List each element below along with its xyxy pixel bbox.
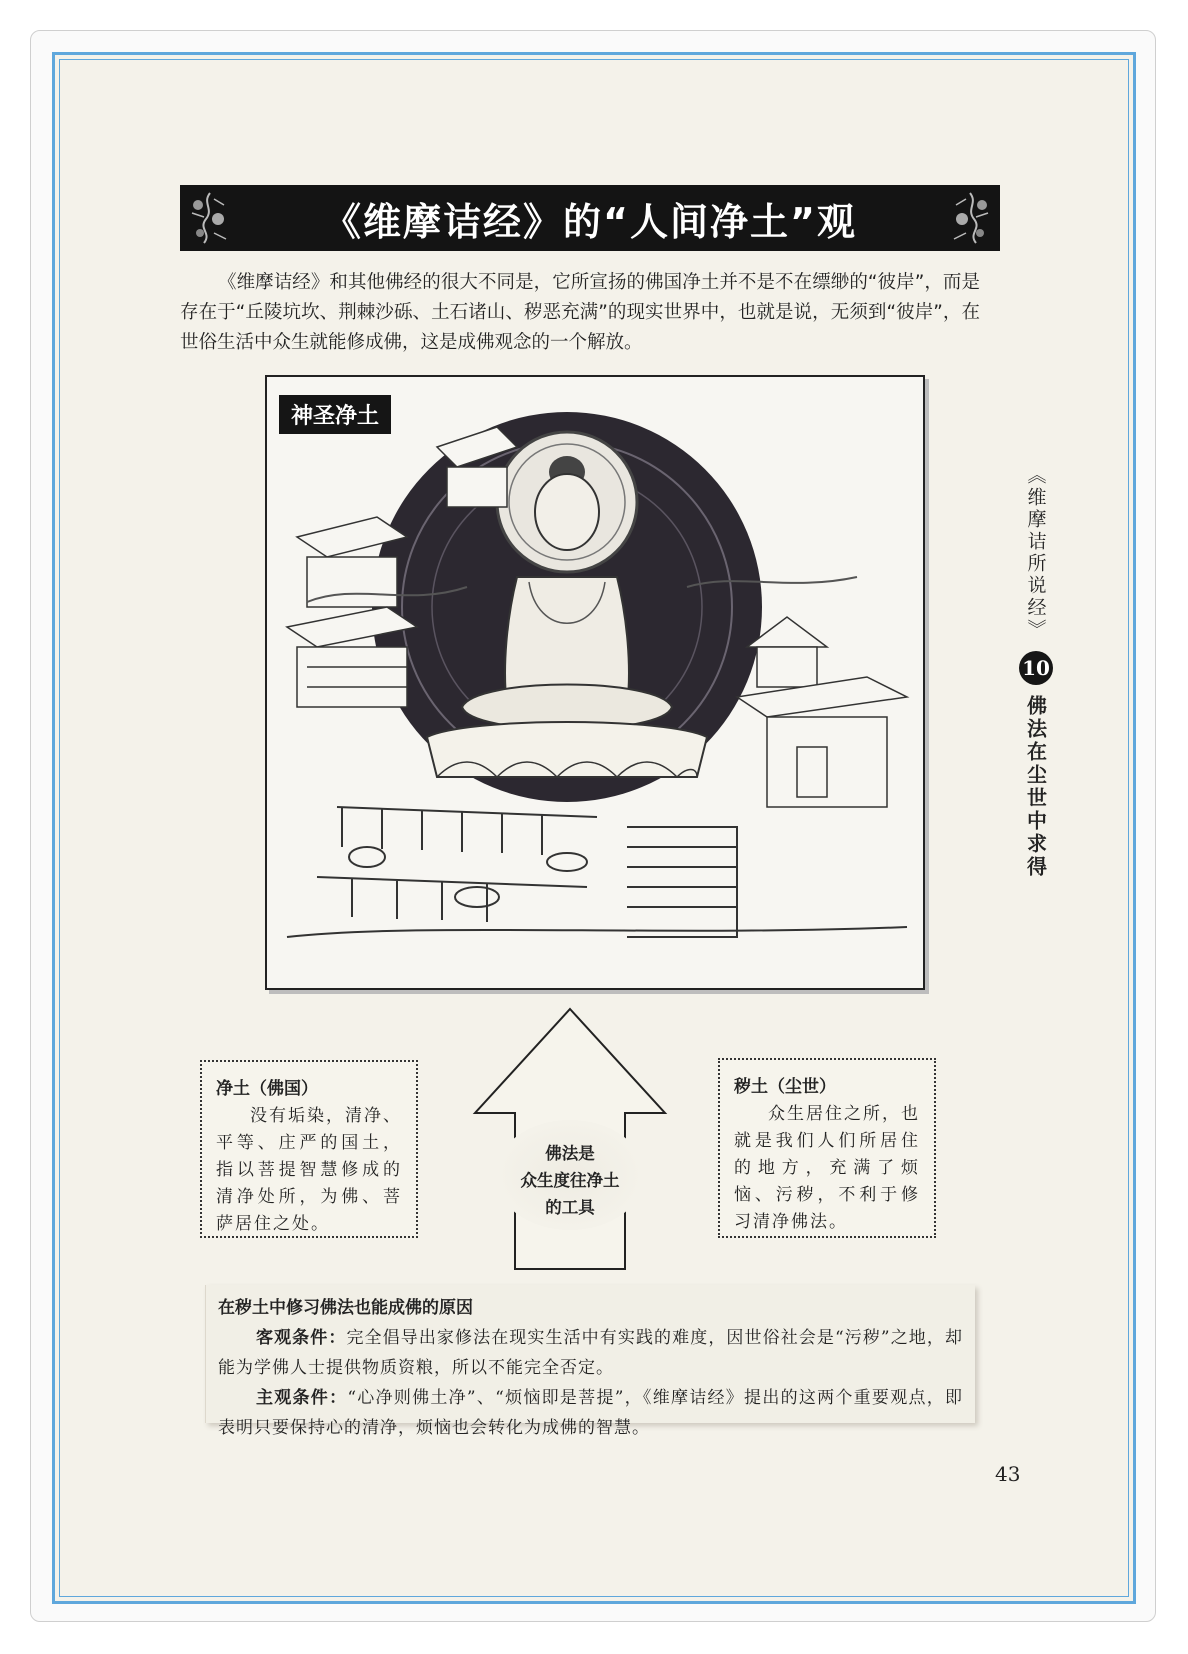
chapter-title: 佛法在尘世中求得 <box>1023 695 1048 879</box>
subjective-label: 主观条件： <box>256 1388 348 1408</box>
defiled-land-box <box>718 1058 936 1238</box>
objective-text: 完全倡导出家修法在现实生活中有实践的难度，因世俗社会是“污秽”之地，却能为学佛人士提供物质资粮，所以不能完全否定。 <box>218 1328 963 1378</box>
arrow-caption <box>500 1140 640 1221</box>
intro-paragraph <box>180 268 980 358</box>
arrow-line-3: 的工具 <box>545 1198 595 1217</box>
floral-ornament-icon <box>184 189 236 247</box>
title-banner <box>180 185 1000 251</box>
page-title: 《维摩诘经》的“人间净土”观 <box>323 199 857 244</box>
pure-land-illustration <box>265 375 925 990</box>
chapter-number-badge: 10 <box>1019 651 1053 685</box>
subjective-text: “心净则佛土净”、“烦恼即是菩提”，《维摩诘经》提出的这两个重要观点，即表明只要保持心的清净，烦恼也会转化为成佛的智慧。 <box>218 1388 963 1438</box>
palace-right <box>737 617 907 807</box>
chapter-side-tab <box>1016 465 1056 879</box>
intro-text: 《维摩诘经》和其他佛经的很大不同是，它所宣扬的佛国净土并不是不在缥缈的“彼岸”，而是存在于“丘陵坑坎、荆棘沙砾、土石诸山、秽恶充满”的现实世界中，也就是说，无须到“彼岸”，在世俗生活中众生就能修成佛，这是成佛观念的一个解放。 <box>180 272 980 353</box>
subjective-condition <box>218 1383 963 1443</box>
pure-land-box <box>200 1060 418 1238</box>
buddha-illustration <box>267 377 925 990</box>
arrow-line-1: 佛法是 <box>545 1144 595 1163</box>
book-name: 《维摩诘所说经》 <box>1024 465 1047 641</box>
conditions-box <box>205 1285 975 1438</box>
lotus-pond <box>287 807 907 937</box>
arrow-line-2: 众生度往净土 <box>520 1171 620 1190</box>
illustration-label: 神圣净土 <box>279 395 391 434</box>
floral-ornament-icon <box>944 189 996 247</box>
defiled-land-title: 秽土（尘世） <box>734 1077 836 1097</box>
page-number: 43 <box>995 1462 1021 1486</box>
defiled-land-text: 众生居住之所，也就是我们人们所居住的地方，充满了烦恼、污秽，不利于修习清净佛法。 <box>734 1104 920 1232</box>
conditions-heading: 在秽土中修习佛法也能成佛的原因 <box>218 1298 473 1318</box>
objective-label: 客观条件： <box>256 1328 347 1348</box>
objective-condition <box>218 1323 963 1383</box>
pure-land-text: 没有垢染，清净、平等、庄严的国土，指以菩提智慧修成的清净处所，为佛、菩萨居住之处。 <box>216 1106 402 1234</box>
pure-land-title: 净土（佛国） <box>216 1079 318 1099</box>
